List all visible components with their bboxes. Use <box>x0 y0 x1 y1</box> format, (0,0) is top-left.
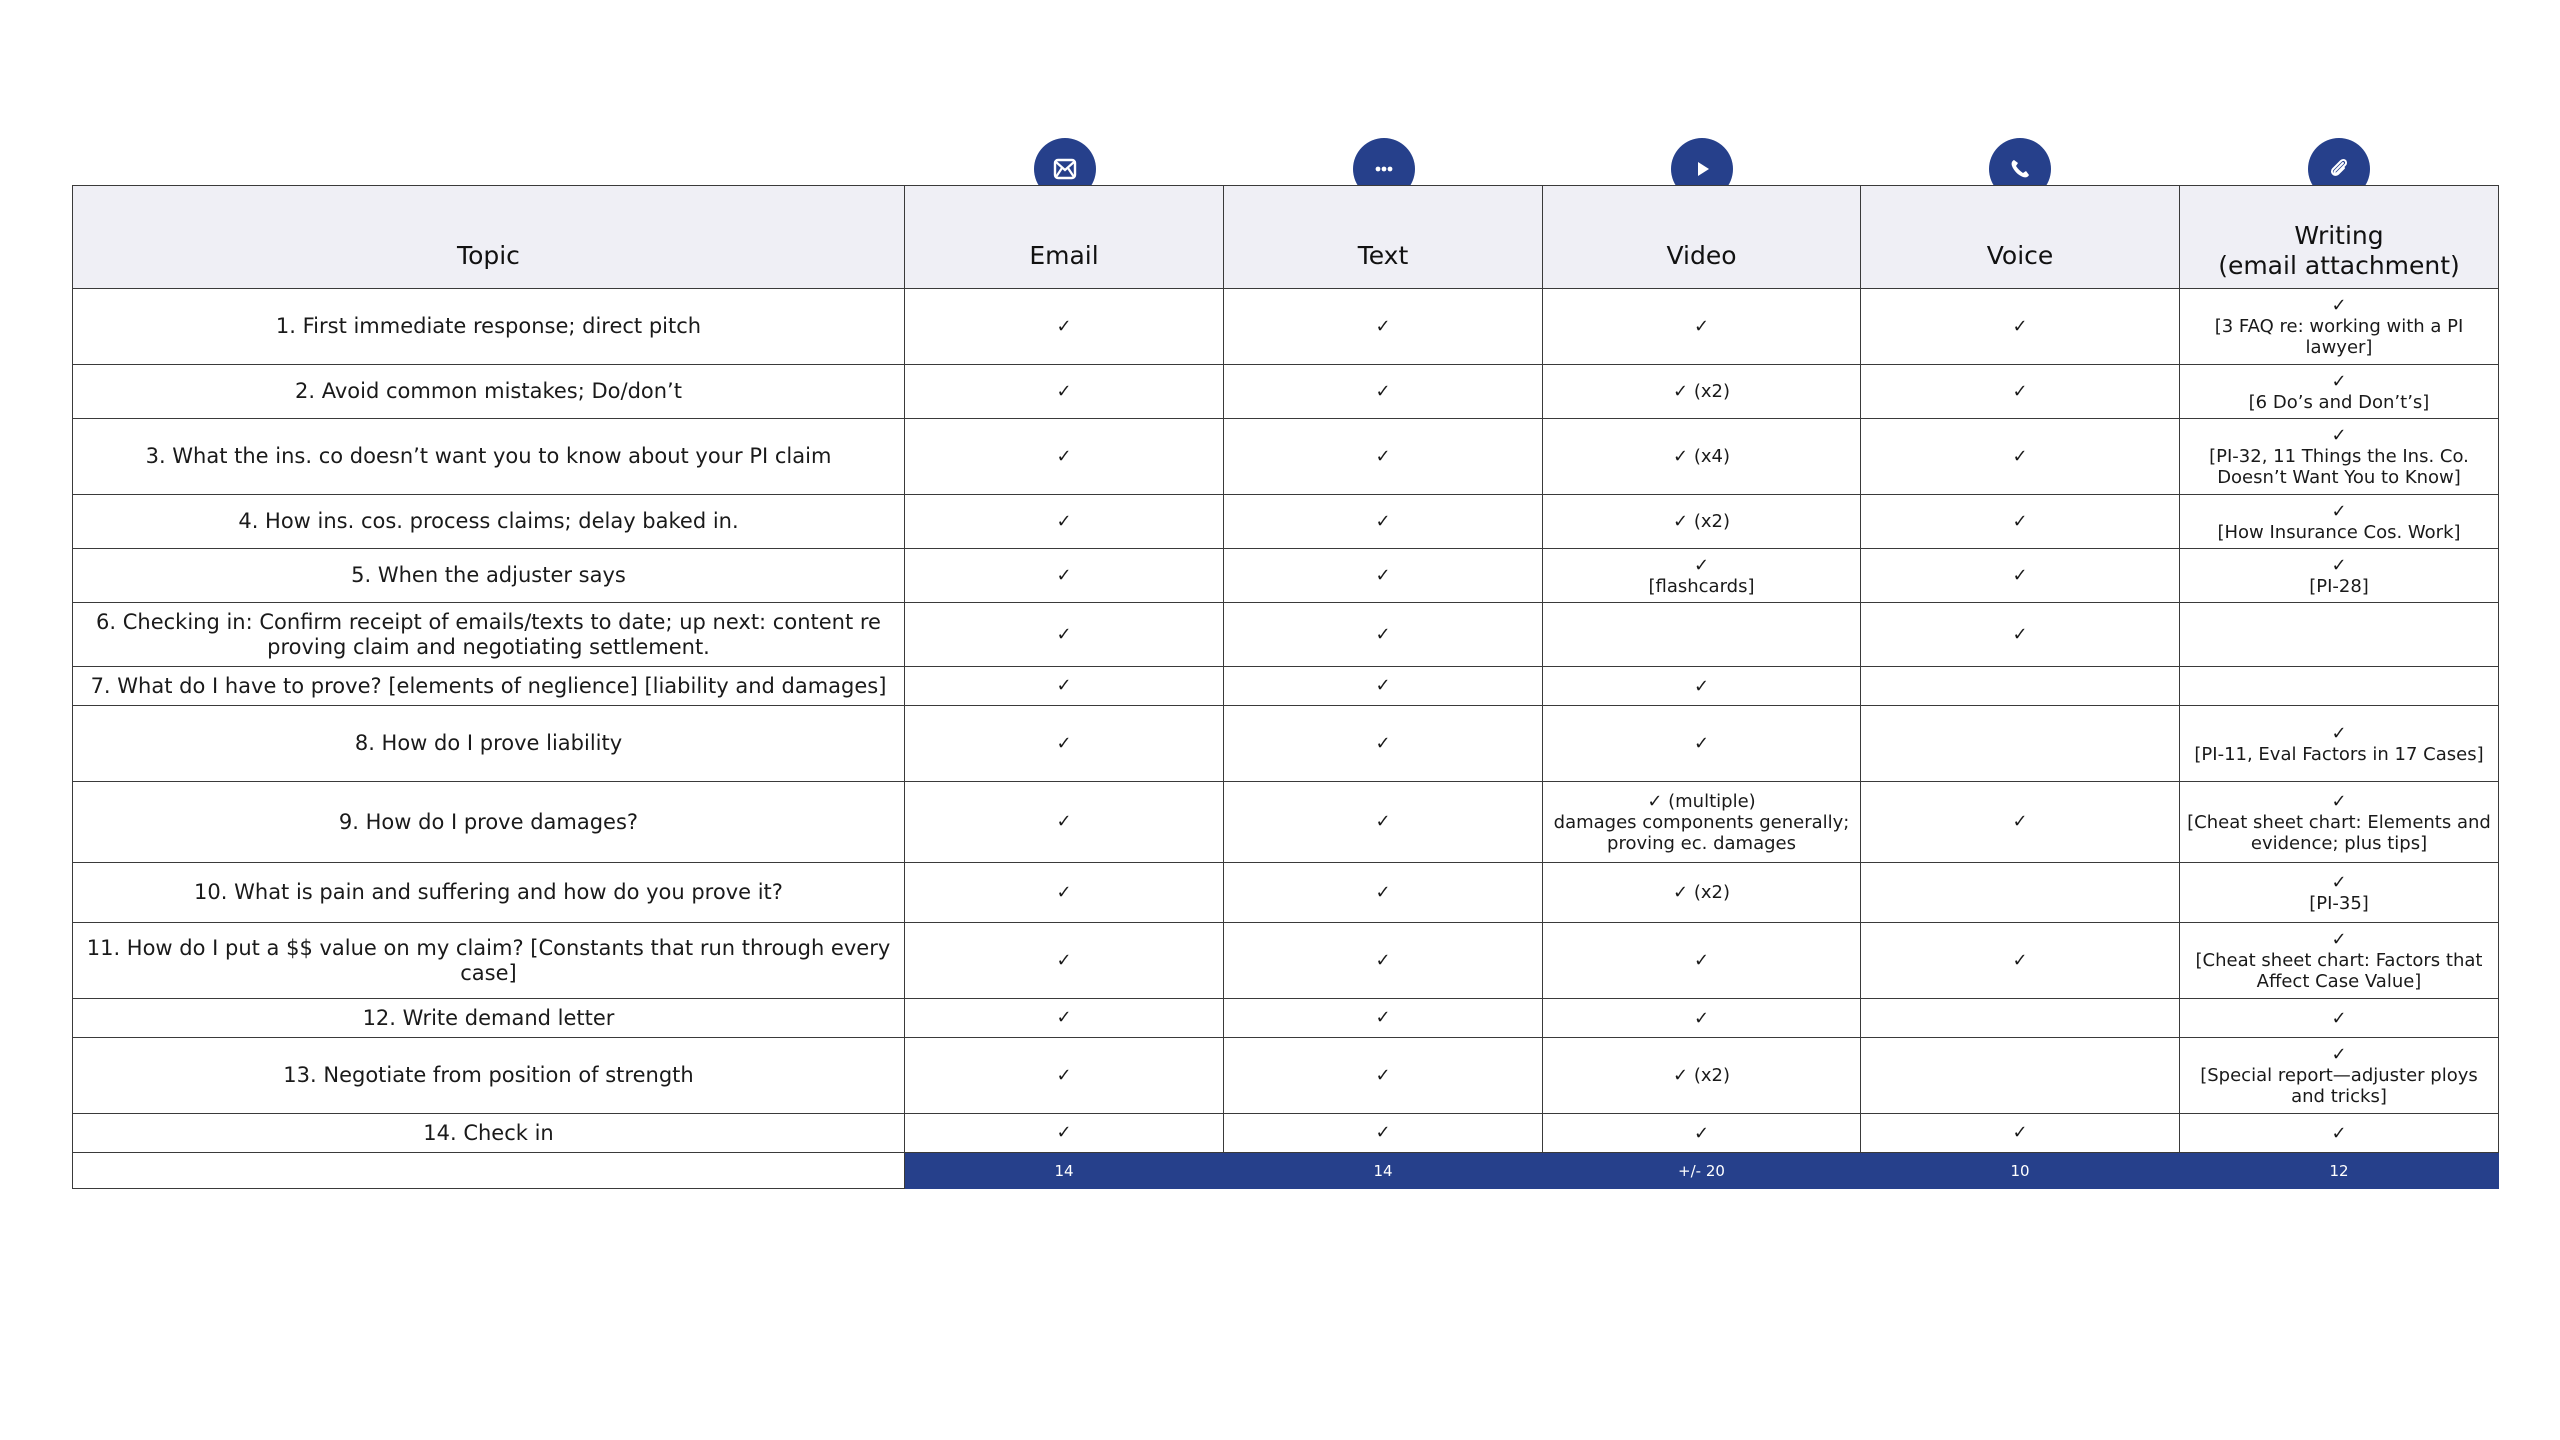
video-cell <box>1543 603 1861 667</box>
table-row <box>73 603 2499 667</box>
email-cell <box>905 603 1224 667</box>
writing-cell <box>2180 923 2499 999</box>
email-cell <box>905 863 1224 923</box>
writing-check: ✓ <box>2331 1044 2347 1065</box>
writing-check: ✓ <box>2331 425 2347 446</box>
column-header-email: Email <box>905 186 1224 289</box>
topic-cell <box>73 863 905 923</box>
table-row <box>73 782 2499 863</box>
email-cell <box>905 1038 1224 1114</box>
table-row <box>73 999 2499 1038</box>
topic-cell <box>73 923 905 999</box>
video-cell <box>1543 923 1861 999</box>
email-check: ✓ <box>1056 510 1072 532</box>
text-cell <box>1224 863 1543 923</box>
topic-cell <box>73 999 905 1038</box>
writing-check: ✓ <box>2331 295 2347 316</box>
writing-cell <box>2180 603 2499 667</box>
writing-note: [PI-35] <box>2309 892 2369 914</box>
topic-text: 6. Checking in: Confirm receipt of emails/texts to date; up next: content re proving claim and negotiating settlement. <box>96 609 881 659</box>
totals-row <box>73 1153 2499 1189</box>
video-cell <box>1543 365 1861 419</box>
video-check: ✓ (x2) <box>1673 1065 1730 1086</box>
writing-note: [PI-11, Eval Factors in 17 Cases] <box>2194 743 2484 765</box>
writing-cell <box>2180 667 2499 706</box>
email-check: ✓ <box>1056 1007 1072 1028</box>
table-row <box>73 289 2499 365</box>
text-cell <box>1224 495 1543 549</box>
topic-cell <box>73 289 905 365</box>
topic-text: 11. How do I put a $$ value on my claim? [Constants that run through every case] <box>86 935 891 985</box>
topic-cell <box>73 365 905 419</box>
email-check: ✓ <box>1056 675 1072 696</box>
topic-cell <box>73 667 905 706</box>
text-cell <box>1224 1114 1543 1153</box>
voice-cell <box>1861 1038 2180 1114</box>
header-row <box>73 186 2499 289</box>
email-check: ✓ <box>1056 881 1072 903</box>
topic-text: 10. What is pain and suffering and how do you prove it? <box>194 880 783 904</box>
video-check: ✓ <box>1693 675 1710 697</box>
video-note: [flashcards] <box>1648 575 1755 597</box>
text-check: ✓ <box>1375 811 1391 832</box>
text-cell <box>1224 706 1543 782</box>
writing-check: ✓ <box>2331 871 2347 893</box>
text-check: ✓ <box>1375 315 1391 337</box>
text-check: ✓ <box>1375 675 1391 696</box>
video-cell <box>1543 667 1861 706</box>
table-row <box>73 365 2499 419</box>
text-check: ✓ <box>1375 1122 1391 1143</box>
voice-cell <box>1861 782 2180 863</box>
video-cell <box>1543 999 1861 1038</box>
video-check: ✓ (multiple) <box>1647 790 1756 812</box>
topic-cell <box>73 495 905 549</box>
text-check: ✓ <box>1375 949 1391 971</box>
total-video: +/- 20 <box>1543 1153 1861 1189</box>
video-cell <box>1543 863 1861 923</box>
voice-cell <box>1861 706 2180 782</box>
column-header-video: Video <box>1543 186 1861 289</box>
voice-check: ✓ <box>2012 1122 2028 1143</box>
column-header-voice: Voice <box>1861 186 2180 289</box>
topic-text: 5. When the adjuster says <box>351 563 626 587</box>
topic-cell <box>73 1114 905 1153</box>
email-cell <box>905 782 1224 863</box>
voice-check: ✓ <box>2012 315 2028 337</box>
total-text: 14 <box>1224 1153 1543 1189</box>
email-cell <box>905 365 1224 419</box>
email-cell <box>905 1114 1224 1153</box>
video-check: ✓ <box>1693 1122 1710 1144</box>
video-check: ✓ <box>1693 316 1710 337</box>
text-cell <box>1224 365 1543 419</box>
email-cell <box>905 289 1224 365</box>
writing-note: [PI-28] <box>2309 575 2369 597</box>
writing-note: [Cheat sheet chart: Elements and evidence; plus tips] <box>2187 811 2491 854</box>
table-row <box>73 923 2499 999</box>
voice-cell <box>1861 603 2180 667</box>
total-writing: 12 <box>2180 1153 2499 1189</box>
voice-check: ✓ <box>2012 510 2028 532</box>
voice-cell <box>1861 1114 2180 1153</box>
table-row <box>73 549 2499 603</box>
video-cell <box>1543 1114 1861 1153</box>
writing-note: [Special report—adjuster ploys and tricks] <box>2200 1065 2478 1107</box>
writing-check: ✓ <box>2331 1007 2347 1029</box>
voice-cell <box>1861 365 2180 419</box>
text-cell <box>1224 289 1543 365</box>
writing-note: [PI-32, 11 Things the Ins. Co. Doesn’t Want You to Know] <box>2209 446 2469 488</box>
writing-note: [Cheat sheet chart: Factors that Affect Case Value] <box>2195 950 2483 992</box>
video-cell <box>1543 289 1861 365</box>
column-header-topic: Topic <box>73 186 905 289</box>
email-cell <box>905 495 1224 549</box>
writing-check: ✓ <box>2331 1122 2347 1144</box>
topic-text: 2. Avoid common mistakes; Do/don’t <box>295 379 682 403</box>
video-check: ✓ <box>1693 1007 1710 1029</box>
writing-note: [How Insurance Cos. Work] <box>2217 521 2461 543</box>
text-check: ✓ <box>1375 510 1391 532</box>
total-email: 14 <box>905 1153 1224 1189</box>
column-header-text: Text <box>1224 186 1543 289</box>
topic-text: 4. How ins. cos. process claims; delay baked in. <box>238 509 739 533</box>
text-cell <box>1224 782 1543 863</box>
voice-cell <box>1861 999 2180 1038</box>
email-check: ✓ <box>1056 949 1072 971</box>
writing-cell <box>2180 863 2499 923</box>
writing-check: ✓ <box>2331 929 2347 950</box>
email-check: ✓ <box>1056 623 1072 645</box>
email-check: ✓ <box>1056 564 1072 586</box>
table-row <box>73 706 2499 782</box>
email-cell <box>905 706 1224 782</box>
video-check: ✓ (x2) <box>1673 882 1730 903</box>
writing-check: ✓ <box>2331 554 2347 576</box>
text-check: ✓ <box>1375 623 1391 645</box>
email-cell <box>905 667 1224 706</box>
writing-cell <box>2180 289 2499 365</box>
voice-cell <box>1861 923 2180 999</box>
topic-text: 3. What the ins. co doesn’t want you to know about your PI claim <box>145 444 832 468</box>
video-note: damages components generally; proving ec. damages <box>1553 811 1850 854</box>
text-check: ✓ <box>1375 1007 1391 1028</box>
table-row <box>73 419 2499 495</box>
column-header-writing: Writing (email attachment) <box>2180 186 2499 289</box>
voice-check: ✓ <box>2012 445 2028 467</box>
table-row <box>73 495 2499 549</box>
writing-note: [6 Do’s and Don’t’s] <box>2248 391 2430 413</box>
video-check: ✓ (x4) <box>1673 446 1730 467</box>
table-row <box>73 1038 2499 1114</box>
email-check: ✓ <box>1056 445 1072 467</box>
text-cell <box>1224 667 1543 706</box>
writing-cell <box>2180 1114 2499 1153</box>
table-row <box>73 667 2499 706</box>
email-check: ✓ <box>1056 315 1072 337</box>
topic-cell <box>73 549 905 603</box>
video-check: ✓ (x2) <box>1673 511 1730 532</box>
voice-check: ✓ <box>2012 564 2028 586</box>
topic-text: 1. First immediate response; direct pitch <box>275 314 702 338</box>
writing-cell <box>2180 706 2499 782</box>
topic-cell <box>73 782 905 863</box>
video-cell <box>1543 419 1861 495</box>
voice-cell <box>1861 667 2180 706</box>
text-check: ✓ <box>1375 1064 1391 1086</box>
voice-check: ✓ <box>2012 949 2028 971</box>
voice-cell <box>1861 289 2180 365</box>
text-cell <box>1224 999 1543 1038</box>
email-check: ✓ <box>1056 380 1072 402</box>
writing-cell <box>2180 1038 2499 1114</box>
voice-check: ✓ <box>2012 811 2028 832</box>
content-channel-table <box>72 185 2499 1189</box>
writing-check: ✓ <box>2331 500 2347 522</box>
topic-cell <box>73 706 905 782</box>
text-check: ✓ <box>1375 881 1391 903</box>
writing-cell <box>2180 495 2499 549</box>
text-cell <box>1224 1038 1543 1114</box>
topic-text: 9. How do I prove damages? <box>338 809 639 834</box>
video-cell <box>1543 549 1861 603</box>
video-check: ✓ <box>1693 733 1710 754</box>
topic-text: 8. How do I prove liability <box>354 731 623 755</box>
text-cell <box>1224 549 1543 603</box>
writing-cell <box>2180 549 2499 603</box>
total-voice: 10 <box>1861 1153 2180 1189</box>
voice-check: ✓ <box>2012 380 2028 402</box>
writing-check: ✓ <box>2331 790 2347 812</box>
totals-label-cell <box>73 1153 905 1189</box>
text-check: ✓ <box>1375 732 1391 754</box>
video-cell <box>1543 706 1861 782</box>
writing-check: ✓ <box>2331 370 2347 392</box>
writing-cell <box>2180 365 2499 419</box>
topic-text: 12. Write demand letter <box>362 1005 615 1030</box>
email-cell <box>905 999 1224 1038</box>
email-cell <box>905 549 1224 603</box>
video-check: ✓ <box>1693 554 1710 576</box>
voice-check: ✓ <box>2012 623 2028 645</box>
email-check: ✓ <box>1056 1064 1072 1086</box>
text-cell <box>1224 923 1543 999</box>
video-cell <box>1543 1038 1861 1114</box>
text-check: ✓ <box>1375 445 1391 467</box>
text-cell <box>1224 419 1543 495</box>
video-cell <box>1543 495 1861 549</box>
video-check: ✓ (x2) <box>1673 381 1730 402</box>
writing-cell <box>2180 782 2499 863</box>
voice-cell <box>1861 863 2180 923</box>
topic-text: 14. Check in <box>423 1120 554 1145</box>
topic-text: 7. What do I have to prove? [elements of neglience] [liability and damages] <box>90 673 887 698</box>
writing-cell <box>2180 419 2499 495</box>
text-check: ✓ <box>1375 380 1391 402</box>
email-check: ✓ <box>1056 732 1072 754</box>
writing-note: [3 FAQ re: working with a PI lawyer] <box>2214 316 2464 358</box>
voice-cell <box>1861 419 2180 495</box>
table-row <box>73 1114 2499 1153</box>
email-cell <box>905 923 1224 999</box>
topic-cell <box>73 1038 905 1114</box>
email-check: ✓ <box>1056 1122 1072 1143</box>
writing-check: ✓ <box>2331 722 2347 744</box>
email-cell <box>905 419 1224 495</box>
video-check: ✓ <box>1693 950 1710 971</box>
text-check: ✓ <box>1375 564 1391 586</box>
table-row <box>73 863 2499 923</box>
writing-cell <box>2180 999 2499 1038</box>
voice-cell <box>1861 549 2180 603</box>
video-cell <box>1543 782 1861 863</box>
topic-cell <box>73 603 905 667</box>
topic-cell <box>73 419 905 495</box>
topic-text: 13. Negotiate from position of strength <box>283 1063 694 1087</box>
voice-cell <box>1861 495 2180 549</box>
email-check: ✓ <box>1056 811 1072 832</box>
text-cell <box>1224 603 1543 667</box>
